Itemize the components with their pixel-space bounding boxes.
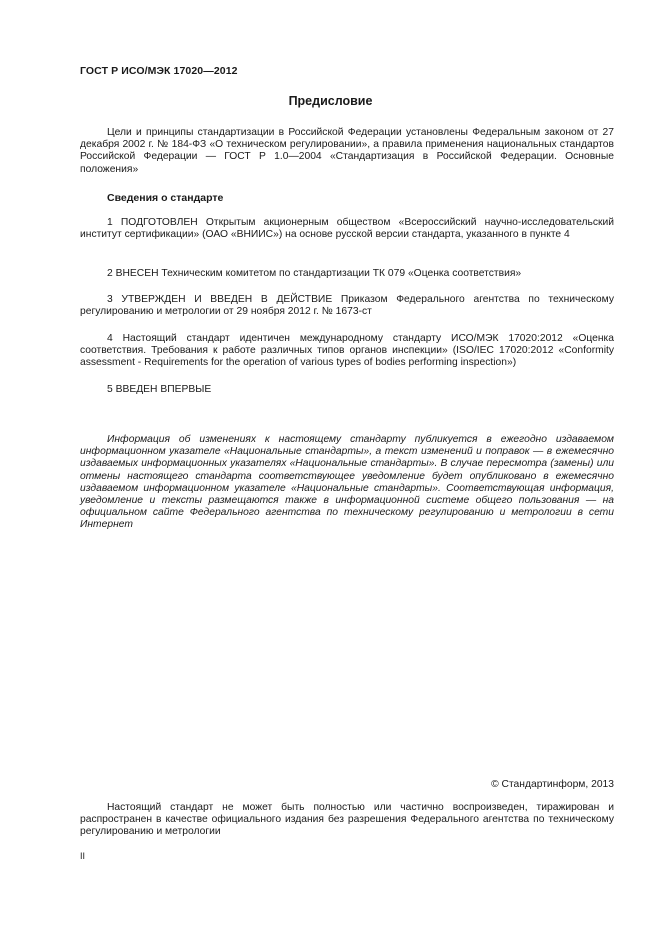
item-1: 1 ПОДГОТОВЛЕН Открытым акционерным обществом «Всероссийский научно-исследовательский институт сертификации» (ОАО «ВНИИС») на основе русской версии стандарта, указанного в пункте 4 — [80, 217, 614, 241]
page-number: II — [80, 851, 86, 861]
item-4: 4 Настоящий стандарт идентичен международному стандарту ИСО/МЭК 17020:2012 «Оценка соответствия. Требования к работе различных типов органов инспекции» (ISO/IEC 17020:2012 «Conformity assessment - Requirements for the operation of various types of bodies performing inspection») — [80, 333, 614, 369]
item-3: 3 УТВЕРЖДЕН И ВВЕДЕН В ДЕЙСТВИЕ Приказом Федерального агентства по техническому регулированию и метрологии от 29 ноября 2012 г. № 1673-ст — [80, 294, 614, 318]
item-5: 5 ВВЕДЕН ВПЕРВЫЕ — [107, 384, 212, 395]
info-note: Информация об изменениях к настоящему стандарту публикуется в ежегодно издаваемом информационном указателе «Национальные стандарты», а текст изменений и поправок — в ежемесячно издаваемых информационных указателях «Национальные стандарты». В случае пересмотра (замены) или отмены настоящего стандарта соответствующее уведомление будет опубликовано в ежемесячно издаваемом информационном указателе «Национальные стандарты». Соответствующая информация, уведомление и тексты размещаются также в информационной системе общего пользования — на официальном сайте Федерального агентства по техническому регулированию и метрологии в сети Интернет — [80, 434, 614, 531]
item-2: 2 ВНЕСЕН Техническим комитетом по стандартизации ТК 079 «Оценка соответствия» — [107, 268, 522, 279]
intro-paragraph: Цели и принципы стандартизации в Российской Федерации установлены Федеральным законом от 27 декабря 2002 г. № 184-ФЗ «О техническом регулировании», а правила применения национальных стандартов Российской Федерации — ГОСТ Р 1.0—2004 «Стандартизация в Российской Федерации. Основные положения» — [80, 127, 614, 175]
legal-notice: Настоящий стандарт не может быть полностью или частично воспроизведен, тиражирован и распространен в качестве официального издания без разрешения Федерального агентства по техническому регулированию и метрологии — [80, 802, 614, 838]
page-title: Предисловие — [288, 94, 373, 108]
copyright: © Стандартинформ, 2013 — [491, 779, 614, 790]
document-code: ГОСТ Р ИСО/МЭК 17020—2012 — [80, 65, 238, 77]
section-title: Сведения о стандарте — [107, 192, 224, 204]
